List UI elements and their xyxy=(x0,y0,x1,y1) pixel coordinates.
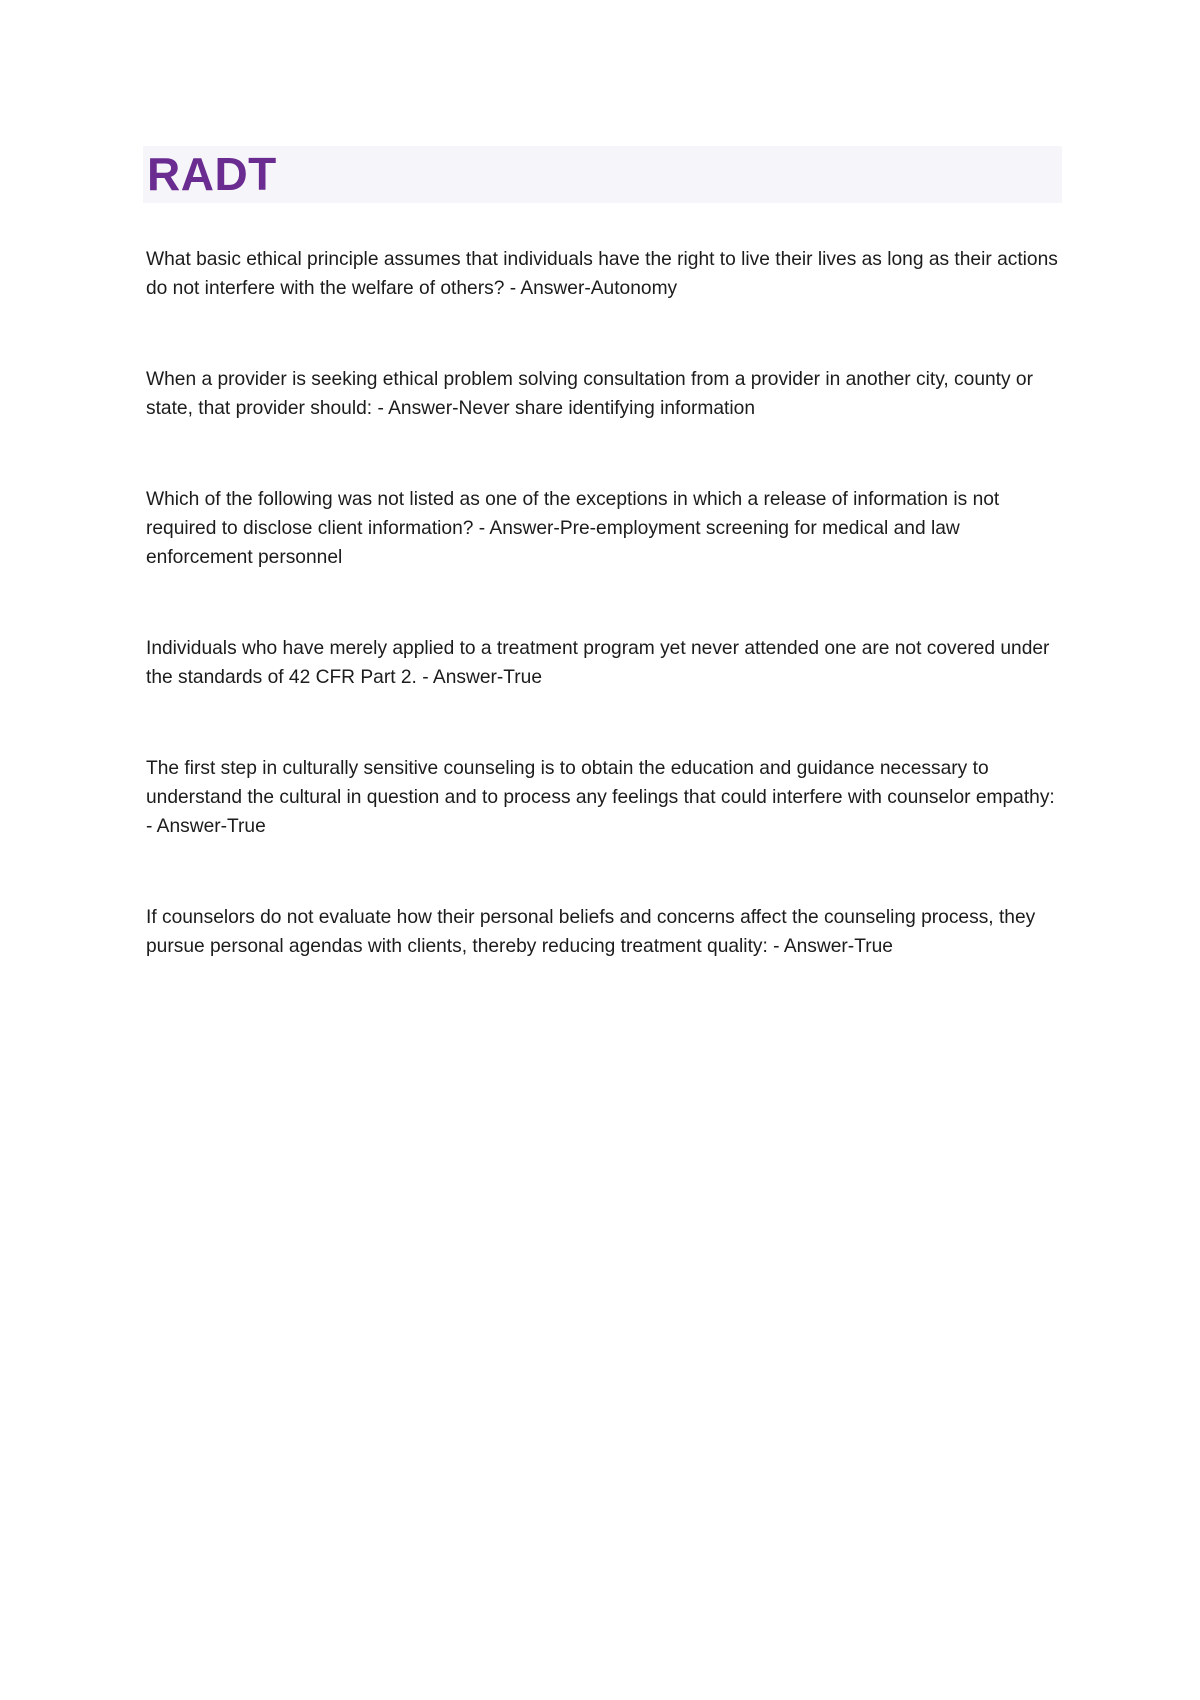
answer-text: Never share identifying information xyxy=(458,398,755,419)
question-text: When a provider is seeking ethical problem solving consultation from a provider in another city, county or state, that provider should: xyxy=(146,369,1033,419)
answer-separator: - Answer- xyxy=(372,398,459,419)
answer-separator: - Answer- xyxy=(504,278,591,299)
qa-item xyxy=(146,634,1066,692)
answer-separator: - Answer- xyxy=(473,518,560,539)
question-text: Individuals who have merely applied to a treatment program yet never attended one are not covered under the standards of 42 CFR Part 2. xyxy=(146,638,1050,688)
qa-item xyxy=(146,245,1066,303)
title-band xyxy=(143,146,1062,203)
document-title: RADT xyxy=(147,148,277,200)
qa-item xyxy=(146,754,1066,841)
qa-item xyxy=(146,365,1066,423)
answer-separator: - Answer- xyxy=(146,816,228,837)
qa-item xyxy=(146,903,1066,961)
answer-separator: - Answer- xyxy=(767,936,855,957)
answer-text: True xyxy=(503,667,543,688)
answer-text: Autonomy xyxy=(590,278,678,299)
answer-text: True xyxy=(227,816,266,837)
question-text: If counselors do not evaluate how their personal beliefs and concerns affect the counseling process, they pursue personal agendas with clients, thereby reducing treatment quality: xyxy=(146,907,1036,957)
question-text: The first step in culturally sensitive counseling is to obtain the education and guidance necessary to understand the cultural in question and to process any feelings that could interfere with counselor empathy: xyxy=(146,758,1055,808)
answer-text: Pre-employment screening for medical and law enforcement personnel xyxy=(146,518,960,568)
question-text: What basic ethical principle assumes that individuals have the right to live their lives as long as their actions do not interfere with the welfare of others? xyxy=(146,249,1058,299)
answer-separator: - Answer- xyxy=(416,667,504,688)
qa-list xyxy=(146,245,1066,1023)
question-text: Which of the following was not listed as one of the exceptions in which a release of information is not required to disclose client information? xyxy=(146,489,1000,539)
qa-item xyxy=(146,485,1066,572)
answer-text: True xyxy=(854,936,893,957)
